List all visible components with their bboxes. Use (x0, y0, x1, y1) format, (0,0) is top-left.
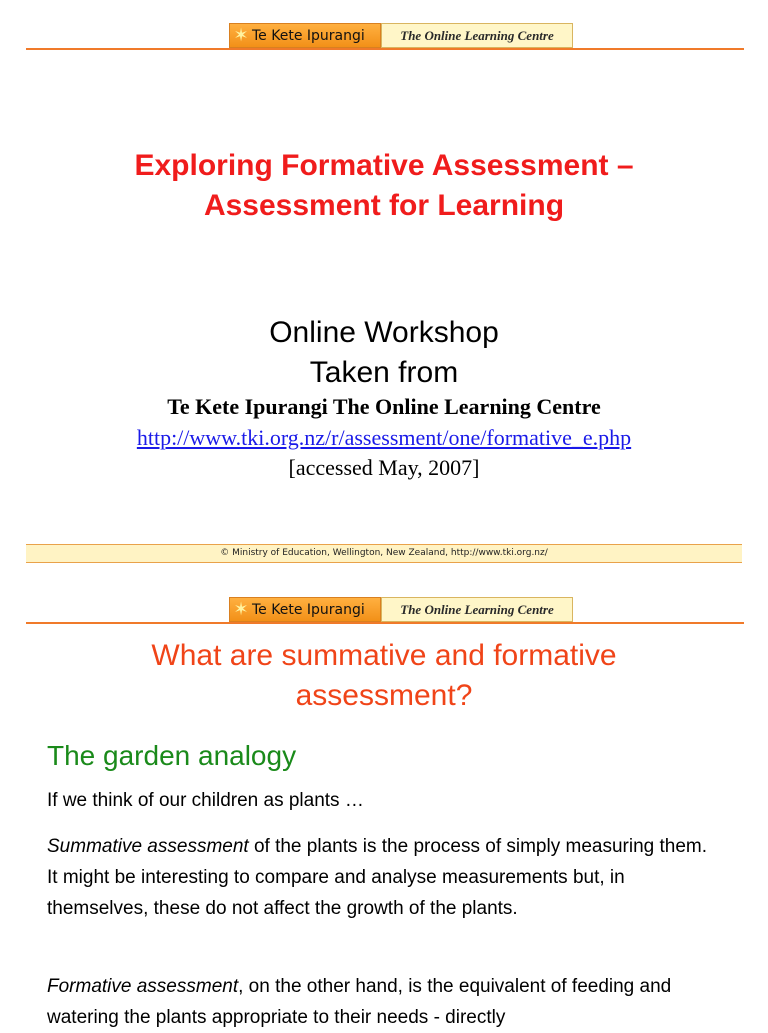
tki-logo-text: Te Kete Ipurangi (252, 27, 365, 44)
fern-star-icon: ✶ (233, 25, 249, 45)
tki-tagline: The Online Learning Centre (381, 597, 573, 622)
tki-logo (229, 597, 381, 622)
workshop-line2: Taken from (309, 356, 459, 389)
formative-term: Formative assessment (47, 976, 239, 997)
slide1-title-line1: Exploring Formative Assessment – (134, 149, 634, 182)
fern-star-icon: ✶ (233, 599, 249, 619)
tki-logo-text: Te Kete Ipurangi (252, 601, 365, 618)
summative-term: Summative assessment (47, 836, 249, 857)
intro-text: If we think of our children as plants … (47, 790, 364, 811)
slide1-title (0, 146, 768, 226)
formative-description: , on the other hand, is the equivalent of feeding and watering the plants appropriate to their needs - directly (47, 976, 672, 1028)
workshop-heading (0, 313, 768, 393)
tki-logo (229, 23, 381, 48)
source-name: Te Kete Ipurangi The Online Learning Centre (167, 394, 601, 419)
summative-paragraph (47, 831, 707, 924)
garden-analogy-subtitle: The garden analogy (47, 740, 297, 771)
tki-tagline: The Online Learning Centre (381, 23, 573, 48)
copyright-footer: © Ministry of Education, Wellington, New Zealand, http://www.tki.org.nz/ (26, 544, 742, 563)
slide1-header-rule (26, 48, 744, 50)
slide1-banner (229, 23, 573, 48)
slide1-title-line2: Assessment for Learning (203, 189, 565, 222)
accessed-date: [accessed May, 2007] (288, 455, 480, 480)
source-link[interactable]: http://www.tki.org.nz/r/assessment/one/formative_e.php (136, 425, 632, 450)
slide2-title (0, 636, 768, 716)
summative-description: of the plants is the process of simply measuring them. It might be interesting to compare and analyse measurements but, in themselves, these do not affect the growth of the plants. (47, 836, 708, 919)
slide2-header-rule (26, 622, 744, 624)
workshop-line1: Online Workshop (269, 316, 499, 349)
slide2-title-line1: What are summative and formative (151, 639, 617, 672)
slide2-title-line2: assessment? (295, 679, 473, 712)
slide2-banner (229, 597, 573, 622)
